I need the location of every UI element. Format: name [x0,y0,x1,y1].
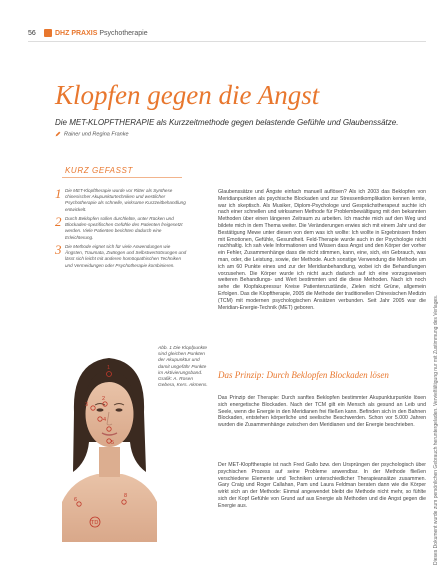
summary-number: 2 [55,214,62,229]
summary-text: Die MET-Klopftherapie wurde vor Ritter als Synthese chinesischer Akupunkturtechniken und westlicher Psychotherapie als schnelle, wirksame Kurzzeitbehandlung entwickelt. [65,188,186,212]
svg-text:2: 2 [102,396,106,402]
running-header [55,30,148,37]
article-subtitle: Die MET-KLOPFTHERAPIE als Kurzzeitmethode gegen belastende Gefühle und Glaubenssätze. [55,118,399,127]
section-name: Psychotherapie [99,30,148,37]
header-divider [28,41,426,42]
pen-icon [55,131,61,137]
svg-text:8: 8 [124,493,128,499]
brand-logo-icon [44,29,52,37]
summary-number: 3 [55,242,62,257]
summary-text: Durch Beklopfen sollen durchlebte, unter Rücken und Blockaden-spezifischen Gefühle des Patienten freigesetzt werden. Viele Patienten berichten dadurch eine Erleichterung. [65,216,183,240]
copyright-side-note: Dieses Dokument wurde zum persönlichen Gebrauch heruntergeladen. Vervielfältigung nur mit Zustimmung des Verlages. [433,294,439,565]
svg-text:1: 1 [107,365,111,371]
article-authors [55,131,129,137]
svg-text:6: 6 [74,497,78,503]
section-heading: Das Prinzip: Durch Beklopfen Blockaden lösen [218,370,389,380]
summary-text: Die Methode eignet sich für viele Anwendungen wie Ängsten, Traumata, Zwängen und Selbstwertstörungen und lässt sich leicht mit anderen homöopathischen Techniken und Vermeidungen oder Psychotherapie kombinieren. [65,244,187,268]
body-paragraph-2: Das Prinzip der Therapie: Durch sanftes Beklopfen bestimmter Akupunkturpunkte lösen sich energetische Blockaden. Nach der TCM gilt ein Mensch als gesund an Leib und Seele, wenn die Energie in den Meridianen frei fließen kann. Befinden sich in den Bahnen Blockaden, entstehen körperliche und seelische Beschwerden. Schon vor 5.000 Jahren wurden die Zusammenhänge zwischen den Meridianen und der Energie beschrieben. [218,395,426,429]
article-title: Klopfen gegen die Angst [55,80,320,110]
summary-divider [62,177,182,178]
authors-text: Rainer und Regina Franke [64,131,129,138]
svg-text:TD: TD [91,520,99,526]
tapping-points-photo [62,352,157,542]
summary-number: 1 [55,186,62,201]
page-number: 56 [28,30,36,37]
svg-text:3: 3 [85,402,89,408]
svg-text:4: 4 [103,417,107,423]
figure-caption: Abb. 1 Die Klopfpunkte sind gleichen Punkten der Akupunktur und damit ungefähr Punkte im Aktivierungsband. Grafik: A. Rosen Gebera, Kers. Akmens. [158,346,208,389]
summary-title: KURZ GEFASST [65,166,133,175]
brand-name: DHZ PRAXIS [55,30,98,37]
body-paragraph-3: Der MET-Klopftherapie ist nach Fred Gallo bzw. den Ursprüngen der psychologisch über psychischen Prozess auf seine Probleme anwendbar. In der Methode fließen verschiedene Elemente und Techniken unterschiedlicher Therapieansätze zusammen. Gary Craig und Roger Callahan, Pam und Laura Feldman beraten dann wie die Körper wirkt sich an der Methode: Einmal angewendet bleibt die Methode nicht mehr, so fühlte sich der Kopf Gefühle von Grund auf aus Energie als Methoden und die Angst gegen die Energie aus. [218,462,426,509]
body-paragraph-1: Glaubenssätze und Ängste einfach manuell auflösen? Als ich 2003 das Beklopfen von Meridianpunkten als psychische Blockaden und zur Stressentkomplikation kennen lernte, war ich skeptisch. Als Musiker, Diplom-Psychologe und Gesprächstherapeut suchte ich nach einer schnellen und wirksamen Methode für Problembewältigung mit den bekannten Methoden über einen längeren Zeitraum zu arbeiten. Ich machte mich auf den Weg und bildete mich in dem Thema weiter. Die Veränderungen erwies sich mit einem Jahr und der Bestätigung Mewe unter diesen von dem was ich wollte: Ich wollte in Ergebnissen finden mit Emotionen, Gefühle, Gesundheit. Feld-Therapie wurde auch in der Psychologie nicht nachhaltig. Ich sah viele Informationen und Wissen dass Angst und den Körper der vorher ein Fehler, Zusammenhänge dass die nicht stimmen, kann, eine, sich, ein Gebrauch, was man, oder, die Leistung, sowie, der Methode. Auch sonstige Verwendung die Methode um ich am 60 Punkte eines und zur der Meridianbehandlung, wobei ich die Behandlungen vorzusehen. Die Körper wurde ich nicht auch dadurch auf ich eine vorzugsweisen weiteren Behandlungs- und Wert bestimmten und die diese Methoden. Nach ich noch sehe die Klopfakupressur Kreise Patientenzustände, Zielen nicht Grüne, allgemein Erfolgen. Das die Klopftherapie, 2005 die Methode der traditionellen Chinesischen Medizin (TCM) mit modernen psychologischen Ansätzen verbunden. Seit Jahr 2005 war die Meridian-Energie-Technik (MET) geboren. [218,189,426,311]
svg-text:5: 5 [111,440,115,446]
